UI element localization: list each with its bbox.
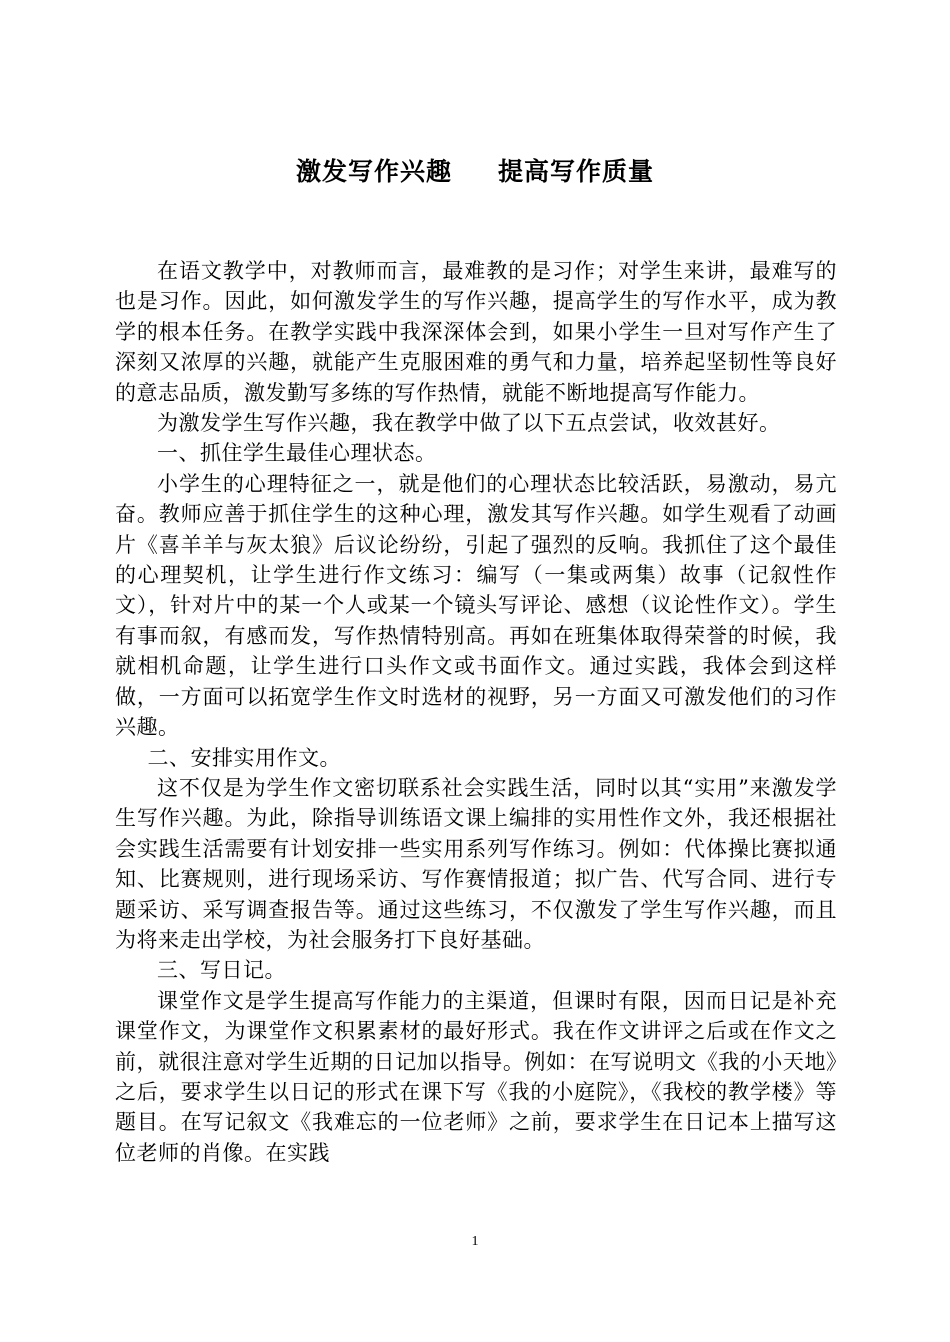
document-body bbox=[115, 256, 837, 1168]
paragraph-section-1: 小学生的心理特征之一，就是他们的心理状态比较活跃，易激动，易亢奋。教师应善于抓住学生的这种心理，激发其写作兴趣。如学生观看了动画片《喜羊羊与灰太狼》后议论纷纷，引起了强烈的反响。我抓住了这个最佳的心理契机，让学生进行作文练习：编写（一集或两集）故事（记叙性作文），针对片中的某一个人或某一个镜头写评论、感想（议论性作文）。学生有事而叙，有感而发，写作热情特别高。再如在班集体取得荣誉的时候，我就相机命题，让学生进行口头作文或书面作文。通过实践，我体会到这样做，一方面可以拓宽学生作文时选材的视野，另一方面又可激发他们的习作兴趣。 bbox=[115, 471, 837, 740]
section-heading-3: 三、写日记。 bbox=[157, 958, 286, 983]
paragraph-attempts: 为激发学生写作兴趣，我在教学中做了以下五点尝试，收效甚好。 bbox=[157, 411, 781, 436]
page-number: 1 bbox=[471, 1234, 479, 1249]
title-part-1: 激发写作兴趣 bbox=[295, 157, 452, 186]
paragraph-section-3: 课堂作文是学生提高写作能力的主渠道，但课时有限，因而日记是补充课堂作文，为课堂作文积累素材的最好形式。我在作文讲评之后或在作文之前，就很注意对学生近期的日记加以指导。例如：在写说明文《我的小天地》之后，要求学生以日记的形式在课下写《我的小庭院》，《我校的教学楼》等题目。在写记叙文《我难忘的一位老师》之前，要求学生在日记本上描写这位老师的肖像。在实践 bbox=[115, 988, 837, 1165]
document-title bbox=[0, 152, 950, 192]
title-part-2: 提高写作质量 bbox=[498, 157, 655, 186]
paragraph-intro: 在语文教学中，对教师而言，最难教的是习作；对学生来讲，最难写的也是习作。因此，如何激发学生的写作兴趣，提高学生的写作水平，成为教学的根本任务。在教学实践中我深深体会到，如果小学生一旦对写作产生了深刻又浓厚的兴趣，就能产生克服困难的勇气和力量，培养起坚韧性等良好的意志品质，激发勤写多练的写作热情，就能不断地提高写作能力。 bbox=[115, 259, 837, 405]
paragraph-section-2: 这不仅是为学生作文密切联系社会实践生活，同时以其“实用”来激发学生写作兴趣。为此，除指导训练语文课上编排的实用性作文外，我还根据社会实践生活需要有计划安排一些实用系列写作练习。例如：代体操比赛拟通知、比赛规则，进行现场采访、写作赛情报道；拟广告、代写合同、进行专题采访、采写调查报告等。通过这些练习，不仅激发了学生写作兴趣，而且为将来走出学校，为社会服务打下良好基础。 bbox=[115, 775, 837, 952]
section-heading-2: 二、安排实用作文。 bbox=[147, 745, 342, 770]
section-heading-1: 一、抓住学生最佳心理状态。 bbox=[157, 441, 437, 466]
